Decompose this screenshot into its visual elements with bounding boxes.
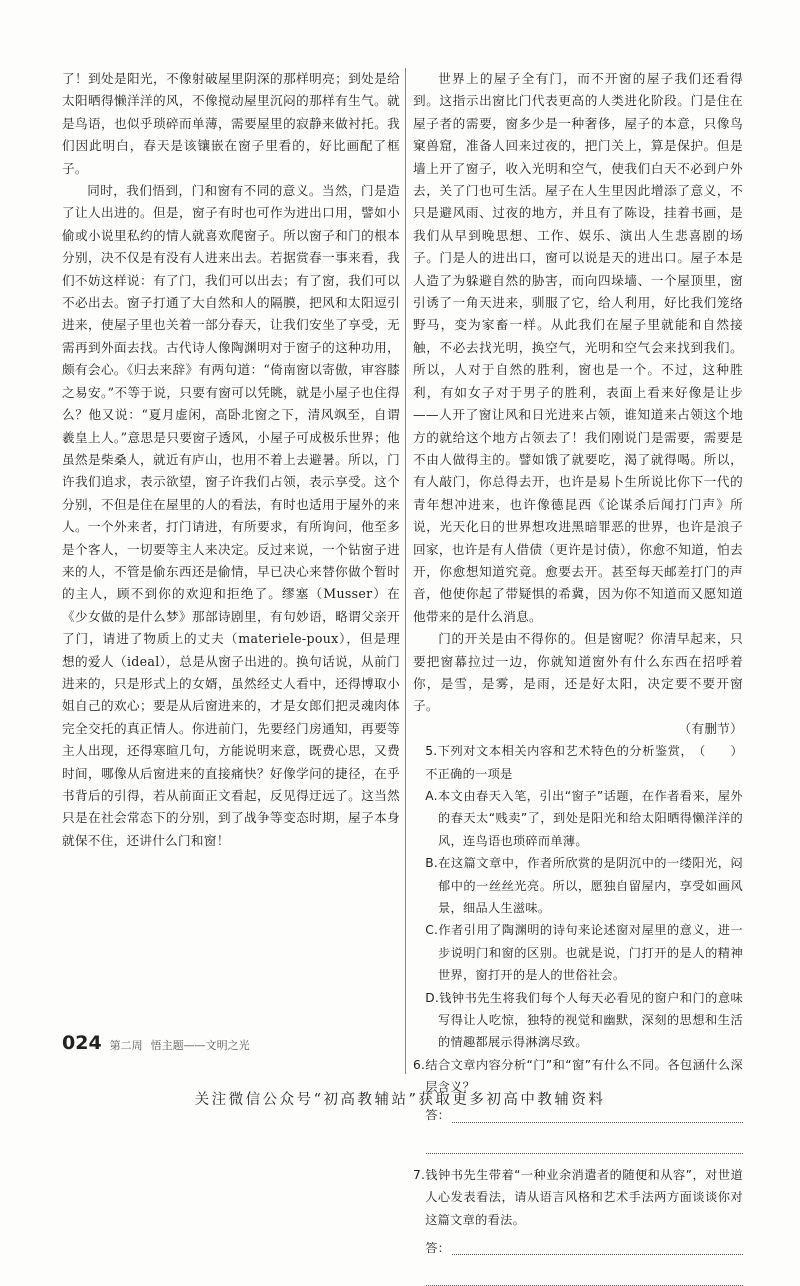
answer-field[interactable] xyxy=(425,1231,743,1259)
option-label: C. xyxy=(425,923,439,938)
question-text: 结合文章内容分析“门”和“窗”有什么不同。各包涵什么深层含义？ xyxy=(425,1057,743,1095)
option-a[interactable] xyxy=(413,785,743,852)
option-text: 在这篇文章中，作者所欣赏的是阴沉中的一缕阳光，闷郁中的一丝丝光亮。所以，愿独自留屋内，享受如画风景，细品人生滋味。 xyxy=(438,856,743,916)
question-stem xyxy=(413,1164,743,1231)
question-number: 5. xyxy=(425,744,438,759)
question-number: 7. xyxy=(413,1167,426,1182)
article-paragraph: 了！到处是阳光，不像射破屋里阴深的那样明亮；到处是给太阳晒得懒洋洋的风，不像搅动屋里沉闷的那样有生气。就是鸟语，也似乎琐碎而单薄，需要屋里的寂静来做衬托。我们因此明白，春天是该镶嵌在窗子里看的，好比画配了框子。 xyxy=(62,71,400,176)
option-b[interactable] xyxy=(413,852,743,919)
option-label: A. xyxy=(425,789,438,803)
promo-banner: 关注微信公众号“初高教辅站”获取更多初高中教辅资料 xyxy=(194,1092,606,1108)
answer-rule xyxy=(452,1254,743,1255)
answer-label: 答： xyxy=(425,1240,451,1255)
option-c[interactable] xyxy=(413,919,743,986)
option-text: 钱钟书先生将我们每个人每天必看见的窗户和门的意味写得让人吃惊，独特的视觉和幽默，深刻的思想和生活的情趣都展示得淋漓尽致。 xyxy=(438,990,743,1050)
question-text: 下列对文本相关内容和艺术特色的分析鉴赏，不正确的一项是 xyxy=(425,744,694,781)
question-number: 6. xyxy=(413,1057,426,1072)
answer-rule xyxy=(452,1122,743,1123)
answer-bracket[interactable]: （ ） xyxy=(693,744,743,759)
option-label: B. xyxy=(425,856,439,871)
option-text: 作者引用了陶渊明的诗句来论述窗对屋里的意义，进一步说明门和窗的区别。也就是说，门打开的是人的精神世界，窗打开的是人的世俗社会。 xyxy=(438,923,743,983)
article-paragraph: 门的开关是由不得你的。但是窗呢？你清早起来，只要把窗幕拉过一边，你就知道窗外有什么东西在招呼着你，是雪，是雾，是雨，还是好太阳，决定要不要开窗子。 xyxy=(413,631,743,714)
article-paragraph: 同时，我们悟到，门和窗有不同的意义。当然，门是造了让人出进的。但是，窗子有时也可作为进出口用，譬如小偷或小说里私约的情人就喜欢爬窗子。所以窗子和门的根本分别，决不仅是有没有人进来出去。若据赏春一事来看，我们不妨这样说：有了门，我们可以出去；有了窗，我们可以不必出去。窗子打通了大自然和人的隔膜，把风和太阳逗引进来，使屋子里也关着一部分春天，让我们安坐了享受，无需再到外面去找。古代诗人像陶渊明对于窗子的这种功用，颇有会心。《归去来辞》有两句道：“倚南窗以寄傲，审容膝之易安。”不等于说，只要有窗可以凭眺，就是小屋子也住得么？他又说：“夏月虚闲，高卧北窗之下，清风飒至，自谓羲皇上人。”意思是只要窗子透风，小屋子可成极乐世界；他虽然是柴桑人，就近有庐山，也用不着上去避暑。所以，门许我们追求，表示欲望，窗子许我们占领，表示享受。这个分别，不但是住在屋里的人的看法，有时也适用于屋外的来人。一个外来者，打门请进，有所要求，有所询问，他至多是个客人，一切要等主人来决定。反过来说，一个钻窗子进来的人，不管是偷东西还是偷情，早已决心来替你做个暂时的主人，顾不到你的欢迎和拒绝了。缪塞（Musser）在《少女做的是什么梦》那部诗剧里，有句妙语，略谓父亲开了门，请进了物质上的丈夫（materiele-poux），但是理想的爱人（ideal），总是从窗子出进的。换句话说，从前门进来的，只是形式上的女婿，虽然经丈人看中，还得博取小姐自己的欢心；要是从后窗进来的，才是女郎们把灵魂肉体完全交托的真正情人。你进前门，先要经门房通知，再要等主人出现，还得寒暄几句，方能说明来意，既费心思，又费时间，哪像从后窗进来的直接痛快？好像学问的捷径，在乎书背后的引得，若从前面正文看起，反见得迂远了。这当然只是在社会常态下的分别，到了战争等变态时期，屋子本身就保不住，还讲什么门和窗！ xyxy=(62,183,400,848)
option-label: D. xyxy=(425,990,440,1005)
answer-rule[interactable] xyxy=(426,1259,743,1286)
answer-label: 答： xyxy=(425,1108,451,1123)
question-5 xyxy=(413,740,743,1054)
theme-label: 悟主题——文明之光 xyxy=(150,1039,250,1052)
week-label: 第二周 xyxy=(109,1039,143,1052)
option-text: 本文由春天入笔，引出“窗子”话题，在作者看来，屋外的春天太“贱卖”了，到处是阳光和给太阳晒得懒洋洋的风，连鸟语也琐碎而单薄。 xyxy=(437,789,743,848)
left-column xyxy=(62,68,400,852)
page-footer xyxy=(62,1032,250,1054)
column-divider xyxy=(405,68,406,1074)
question-stem xyxy=(413,740,743,785)
answer-rule[interactable] xyxy=(426,1127,743,1154)
question-7 xyxy=(413,1164,743,1286)
page-number: 024 xyxy=(62,1032,102,1054)
source-note: （有删节） xyxy=(678,720,743,736)
question-text: 钱钟书先生带着“一种业余消遣者的随便和从容”，对世道人心发表看法，请从语言风格和艺术手法两方面谈谈你对这篇文章的看法。 xyxy=(425,1167,743,1227)
article-paragraph: 世界上的屋子全有门，而不开窗的屋子我们还看得到。这指示出窗比门代表更高的人类进化阶段。门是住在屋子者的需要，窗多少是一种奢侈，屋子的本意，只像鸟窠兽窟，准备人回来过夜的，把门关上，算是保护。但是墙上开了窗子，收入光明和空气，使我们白天不必到户外去，关了门也可生活。屋子在人生里因此增添了意义，不只是避风雨、过夜的地方，并且有了陈设，挂着书画，是我们从早到晚思想、工作、娱乐、演出人生悲喜剧的场子。门是人的进出口，窗可以说是天的进出口。屋子本是人造了为躲避自然的胁害，而向四垛墙、一个屋顶里，窗引诱了一角天进来，驯服了它，给人利用，好比我们笼络野马，变为家畜一样。从此我们在屋子里就能和自然接触，不必去找光明，换空气，光明和空气会来找到我们。所以，人对于自然的胜利，窗也是一个。不过，这种胜利，有如女子对于男子的胜利，表面上看来好像是让步——人开了窗让风和日光进来占领，谁知道来占领这个地方的就给这个地方占领去了！我们刚说门是需要，需要是不由人做得主的。譬如饿了就要吃，渴了就得喝。所以，有人敲门，你总得去开，也许是易卜生所说比你下一代的青年想冲进来，也许像德昆西《论谋杀后闻打门声》所说，光天化日的世界想攻进黑暗罪恶的世界，也许是浪子回家，也许是有人借债（更许是讨债），你愈不知道，怕去开，你愈想知道究竟。愈要去开。甚至每天邮差打门的声音，他使你起了带疑惧的希冀，因为你不知道而又愿知道他带来的是什么消息。 xyxy=(413,71,743,624)
option-d[interactable] xyxy=(413,987,743,1054)
